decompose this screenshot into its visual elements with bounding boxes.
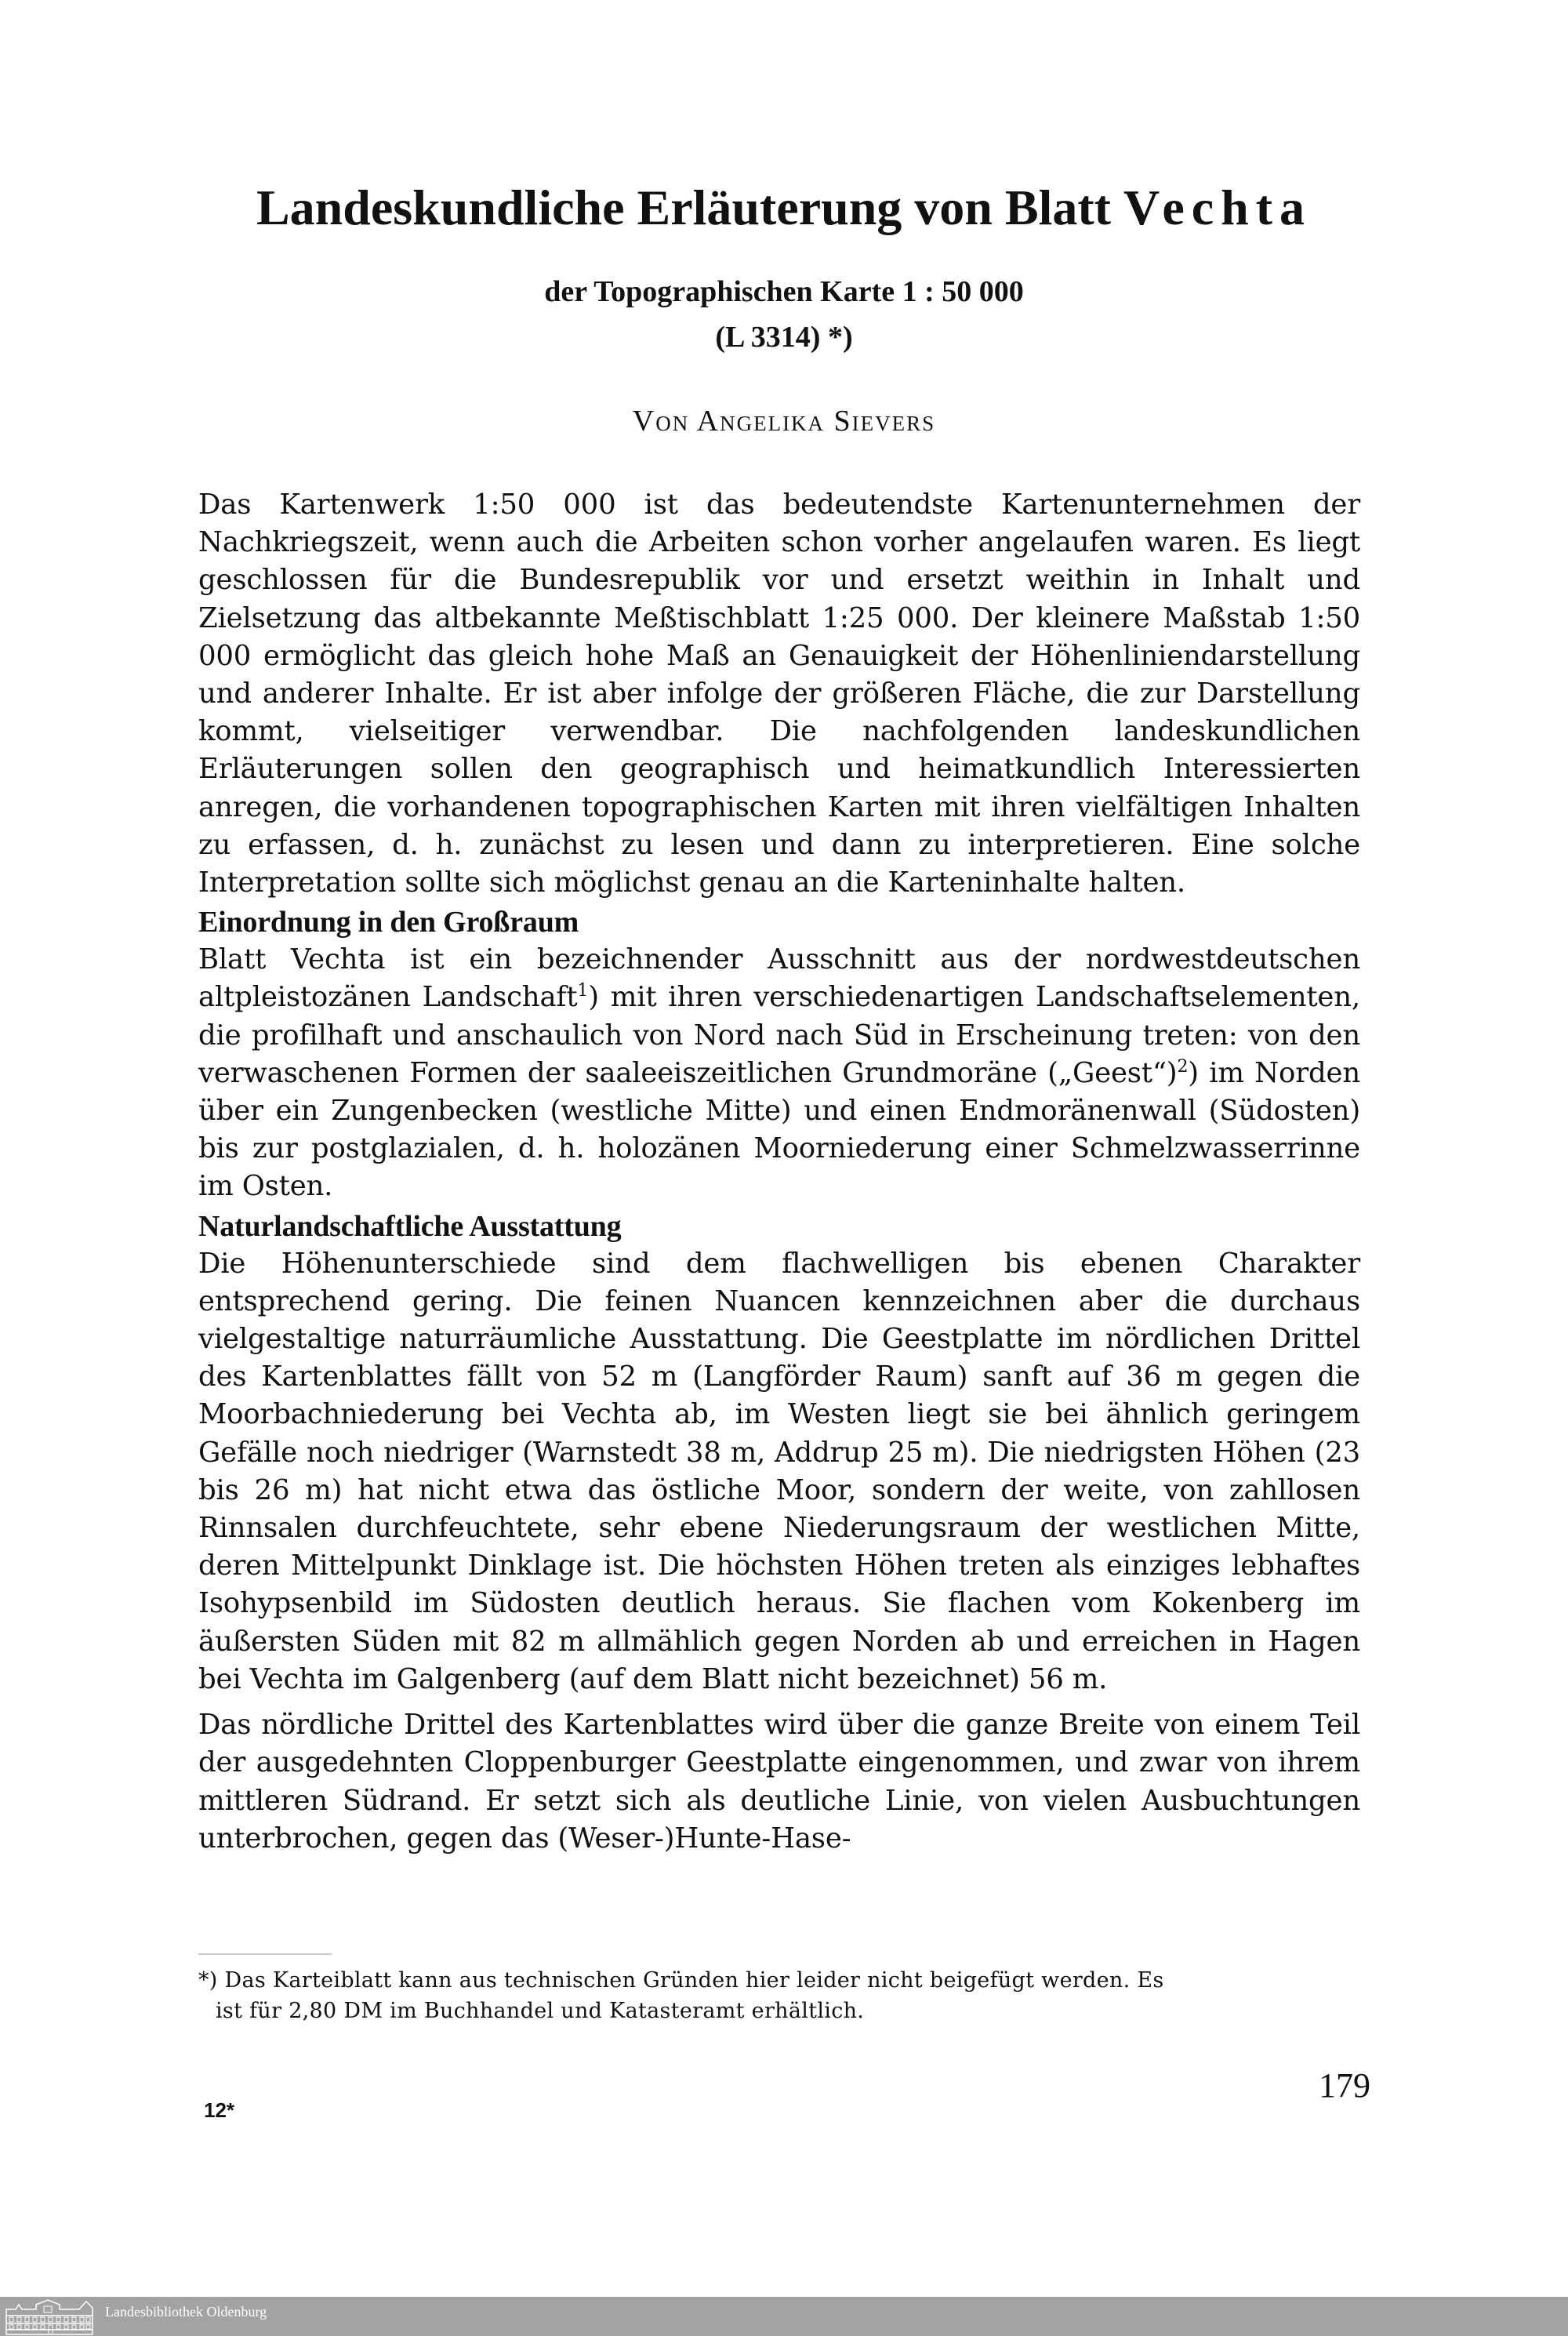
subtitle-line-1: der Topographischen Karte 1 : 50 000 [544,275,1024,308]
section-heading-naturlandschaft: Naturlandschaftliche Ausstattung [198,1209,622,1243]
page-number: 179 [1319,2066,1370,2105]
footnote-line-2: ist für 2,80 DM im Buchhandel und Katasteramt erhältlich. [216,1999,865,2023]
page-title [0,179,1568,237]
article-body [198,486,1360,1858]
naturlandschaft-paragraph-2: Das nördliche Drittel des Kartenblattes wird über die ganze Breite von einem Teil der ausgedehnten Cloppenburger Geestplatte eingenommen, und zwar von ihrem mittleren Südrand. Er setzt sich als deutliche Linie, von vielen Ausbuchtungen unterbrochen, gegen das (Weser-)Hunte-Hase- [198,1709,1360,1855]
library-building-icon [5,2298,97,2336]
title-place: Vechta [1123,180,1312,235]
naturlandschaft-paragraph-1: Die Höhenunterschiede sind dem flachwelligen bis ebenen Charakter entsprechend gering. Die feinen Nuancen kennzeichnen aber die durchaus vielgestaltige naturräumliche Ausstattung. Die Geestplatte im nördlichen Drittel des Kartenblattes fällt von 52 m (Langförder Raum) sanft auf 36 m gegen die Moorbachniederung bei Vechta ab, im Westen liegt sie bei ähnlich geringem Gefälle noch niedriger (Warnstedt 38 m, Addrup 25 m). Die niedrigsten Höhen (23 bis 26 m) hat nicht etwa das östliche Moor, sondern der weite, von zahllosen Rinnsalen durchfeuchtete, sehr ebene Niederungsraum der westlichen Mitte, deren Mittelpunkt Dinklage ist. Die höchsten Höhen treten als einziges lebhaftes Isohypsenbild im Südosten deutlich heraus. Sie flachen vom Kokenberg im äußersten Süden mit 82 m allmählich gegen Norden ab und erreichen in Hagen bei Vechta im Galgenberg (auf dem Blatt nicht bezeichnet) 56 m. [198,1247,1360,1695]
footnote [198,1965,1360,2026]
library-footer-bar [0,2297,1568,2336]
footnote-line-1: *) Das Karteiblatt kann aus technischen Gründen hier leider nicht beigefügt werden. Es [198,1968,1164,1993]
footnote-separator [198,1953,332,1955]
section-heading-grossraum: Einordnung in den Großraum [198,906,579,939]
footnote-ref-2: 2 [1177,1056,1189,1077]
author-line: Von Angelika Sievers [632,405,936,438]
signature-mark: 12* [204,2098,235,2122]
library-name: Landesbibliothek Oldenburg [105,2304,267,2320]
intro-paragraph: Das Kartenwerk 1:50 000 ist das bedeutendste Kartenunternehmen der Nachkriegszeit, wenn auch die Arbeiten schon vorher angelaufen waren. Es liegt geschlossen für die Bundesrepublik vor und ersetzt weithin in Inhalt und Zielsetzung das altbekannte Meßtischblatt 1:25 000. Der kleinere Maßstab 1:50 000 ermöglicht das gleich hohe Maß an Genauigkeit der Höhenliniendarstellung und anderer Inhalte. Er ist aber infolge der größeren Fläche, die zur Darstellung kommt, vielseitiger verwendbar. Die nachfolgenden landeskundlichen Erläuterungen sollen den geographisch und heimatkundlich Interessierten anregen, die vorhandenen topographischen Karten mit ihren vielfältigen Inhalten zu erfassen, d. h. zunächst zu lesen und dann zu interpretieren. Eine solche Interpretation sollte sich möglichst genau an die Karteninhalte halten. [198,489,1360,899]
title-main: Landeskundliche Erläuterung von Blatt [256,180,1111,235]
subtitle-line-2: (L 3314) *) [715,321,853,354]
grossraum-paragraph: Blatt Vechta ist ein bezeichnender Ausschnitt aus der nordwestdeutschen altpleistozänen Landschaft$^1$) mit ihren verschiedenartigen Landschaftselementen, die profilhaft und anschaulich von Nord nach Süd in Erscheinung treten: von den verwaschenen Formen der saaleeiszeitlichen Grundmoräne („Geest“)$^2$) im Norden über ein Zungenbecken (westliche Mitte) und einen Endmoränenwall (Südosten) bis zur postglazialen, d. h. holozänen Moorniederung einer Schmelzwasserrinne im Osten. [198,943,1360,1203]
footnote-ref-1: 1 [577,981,589,1001]
